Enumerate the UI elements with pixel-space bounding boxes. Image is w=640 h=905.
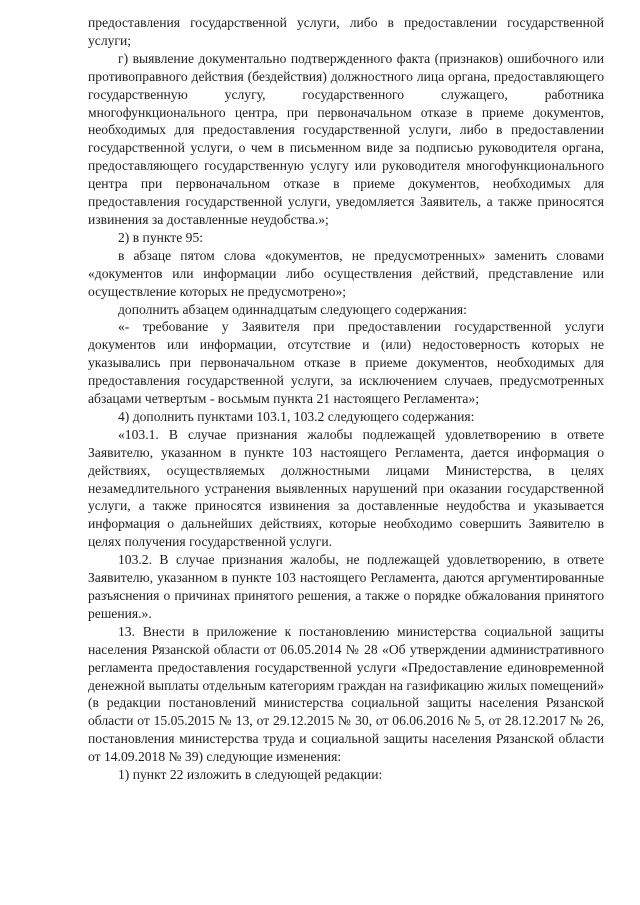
paragraph-continuation: предоставления государственной услуги, либо в предоставлении государственной услуги;	[88, 15, 604, 48]
paragraph-item-2: 2) в пункте 95:	[118, 229, 204, 245]
paragraph-item-g: г) выявление документально подтвержденного факта (признаков) ошибочного или противоправного действия (бездействия) должностного лица органа, предоставляющего государственную услугу, государственного служащего, работника многофункционального центра, при первоначальном отказе в приеме документов, необходимых для предоставления государственной услуги, либо в предоставлении государственной услуги, о чем в письменном виде за подписью руководителя органа, предоставляющего государственную услугу или руководителя многофункционального центра при первоначальном отказе в приеме документов, необходимых для предоставления государственной услуги, уведомляется Заявитель, а также приносятся извинения за доставленные неудобства.»;	[88, 50, 604, 227]
paragraph-item-4: 4) дополнить пунктами 103.1, 103.2 следующего содержания:	[118, 408, 475, 424]
paragraph-item-1-p22: 1) пункт 22 изложить в следующей редакции:	[118, 767, 383, 783]
paragraph-103-1: «103.1. В случае признания жалобы подлежащей удовлетворению в ответе Заявителю, указанном в пункте 103 настоящего Регламента, дается информация о действиях, осуществляемых должностными лицами Министерства, в целях незамедлительного устранения выявленных нарушений при оказании государственной услуги, а также приносятся извинения за доставленные неудобства и указывается информация о дальнейших действиях, которые необходимо совершить Заявителю в целях получения государственной услуги.	[88, 426, 604, 550]
paragraph-quote-requirement: «- требование у Заявителя при предоставлении государственной услуги документов или информации, отсутствие и (или) недостоверность которых не указывались при первоначальном отказе в приеме документов, необходимых для предоставления государственной услуги, за исключением случаев, предусмотренных абзацами четвертым - восьмым пункта 21 настоящего Регламента»;	[88, 319, 604, 407]
paragraph-103-2: 103.2. В случае признания жалобы, не подлежащей удовлетворению, в ответе Заявителю, указанном в пункте 103 настоящего Регламента, даются аргументированные разъяснения о причинах принятого решения, а также о порядке обжалования принятого решения.».	[88, 552, 604, 621]
paragraph-add-abzac-11: дополнить абзацем одиннадцатым следующего содержания:	[118, 301, 467, 317]
paragraph-item-13: 13. Внести в приложение к постановлению министерства социальной защиты населения Рязанской области от 06.05.2014 № 28 «Об утверждении административного регламента предоставления государственной услуги «Предоставление единовременной денежной выплаты отдельным категориям граждан на газификацию жилых помещений» (в редакции постановлений министерства социальной защиты населения Рязанской области от 15.05.2015 № 13, от 29.12.2015 № 30, от 06.06.2016 № 5, от 28.12.2017 № 26, постановления министерства труда и социальной защиты населения Рязанской области от 14.09.2018 № 39) следующие изменения:	[88, 623, 604, 765]
paragraph-amend-abzac-5: в абзаце пятом слова «документов, не предусмотренных» заменить словами «документов или информации либо осуществления действий, представление или осуществление которых не предусмотрено»;	[88, 247, 604, 299]
